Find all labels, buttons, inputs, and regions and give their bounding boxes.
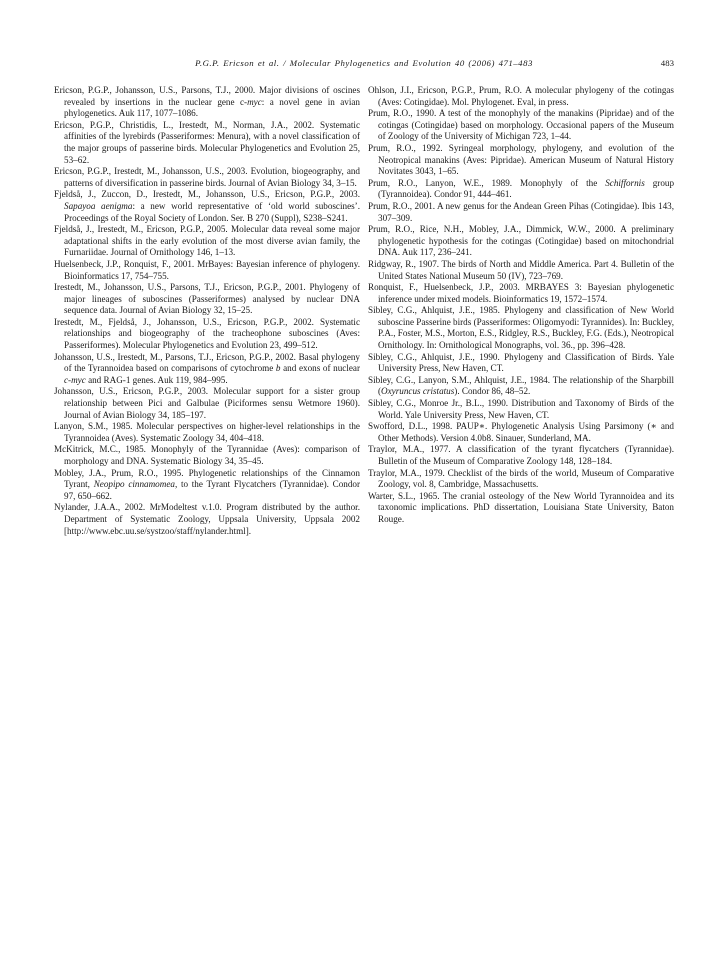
reference-text: Prum, R.O., 1990. A test of the monophyly of the manakins (Pipridae) and of the cotingas (Cotingidae) based on morphology. Occasional papers of the Museum of Zoology of the University of Michigan 723, 1–44. — [368, 108, 674, 142]
reference-entry — [54, 85, 360, 120]
references-right-column — [368, 85, 674, 526]
reference-entry — [54, 352, 360, 387]
reference-text: and exons of nuclear — [280, 363, 360, 374]
reference-entry — [368, 491, 674, 526]
reference-italic-text: b — [275, 363, 281, 374]
reference-text: Huelsenbeck, J.P., Ronquist, F., 2001. MrBayes: Bayesian inference of phylogeny. Bioinformatics 17, 754–755. — [54, 258, 360, 281]
reference-text: , to the Tyrant Flycatchers (Tyrannidae). Condor 97, 650–662. — [64, 479, 360, 501]
reference-text: Traylor, M.A., 1977. A classification of the tyrant flycatchers (Tyrannidae). Bulletin of the Museum of Comparative Zoology 148, 128–184. — [368, 444, 674, 466]
reference-text: Traylor, M.A., 1979. Checklist of the birds of the world, Museum of Comparative Zoology, vol. 8, Cambridge, Massachusetts. — [368, 467, 674, 490]
reference-text: ]. — [245, 525, 252, 536]
reference-text: Mobley, J.A., Prum, R.O., 1995. Phylogenetic relationships of the Cinnamon Tyrant, — [54, 467, 360, 490]
reference-text: Nylander, J.A.A., 2002. MrModeltest v.1.0. Program distributed by the author. Department of Systematic Zoology, Uppsala University, Uppsala 2002 [ — [54, 502, 360, 536]
reference-entry — [368, 178, 674, 201]
reference-entry — [368, 375, 674, 398]
reference-text: Prum, R.O., 1992. Syringeal morphology, phylogeny, and evolution of the Neotropical manakins (Aves: Pipridae). American Museum of Natural History Novitates 3043, 1–65. — [368, 142, 674, 177]
running-header — [54, 55, 674, 71]
reference-italic-text: myc — [247, 96, 262, 107]
reference-text: Swofford, D.L., 1998. PAUP∗. Phylogenetic Analysis Using Parsimony (∗ and Other Methods). Version 4.0b8. Sinauer, Sunderland, MA. — [368, 421, 674, 443]
reference-italic-text: c-myc — [64, 374, 86, 385]
reference-text: Ronquist, F., Huelsenbeck, J.P., 2003. MRBAYES 3: Bayesian phylogenetic inference under mixed models. Bioinformatics 19, 1572–1574. — [368, 282, 674, 304]
reference-entry — [368, 143, 674, 178]
reference-entry — [54, 224, 360, 259]
reference-entry — [368, 444, 674, 467]
reference-entry — [368, 85, 674, 108]
reference-text: Johansson, U.S., Irestedt, M., Parsons, T.J., Ericson, P.G.P., 2002. Basal phylogeny of the Tyrannoidea based on comparisons of cytochrome — [54, 351, 360, 374]
reference-text: Johansson, U.S., Ericson, P.G.P., 2003. Molecular support for a sister group relationship between Pici and Galbulae (Piciformes sensu Wetmore 1960). Journal of Avian Biology 34, 185–197. — [54, 386, 360, 420]
reference-text: Lanyon, S.M., 1985. Molecular perspectives on higher-level relationships in the Tyrannoidea (Aves). Systematic Zoology 34, 404–418. — [54, 421, 360, 443]
reference-text: Ohlson, J.I., Ericson, P.G.P., Prum, R.O. A molecular phylogeny of the cotingas (Aves: Cotingidae). Mol. Phylogenet. Eval, in press. — [368, 85, 674, 107]
reference-text: Prum, R.O., Lanyon, W.E., 1989. Monophyly of the — [368, 177, 606, 188]
reference-entry — [54, 282, 360, 317]
reference-entry — [54, 421, 360, 444]
reference-italic-text: Oxyruncus cristatus — [381, 386, 455, 397]
reference-entry — [368, 305, 674, 351]
reference-text: McKitrick, M.C., 1985. Monophyly of the Tyrannidae (Aves): comparison of morphology and DNA. Systematic Biology 34, 35–45. — [54, 444, 360, 466]
reference-entry — [54, 120, 360, 166]
reference-text: Ericson, P.G.P., Irestedt, M., Johansson, U.S., 2003. Evolution, biogeography, and patterns of diversification in passerine birds. Journal of Avian Biology 34, 3–15. — [54, 166, 360, 188]
reference-text: Irestedt, M., Johansson, U.S., Parsons, T.J., Ericson, P.G.P., 2001. Phylogeny of major lineages of suboscines (Passeriformes) analysed by nuclear DNA sequence data. Journal of Avian Biology 32, 15–25. — [54, 282, 360, 316]
reference-italic-text: Schiffornis — [605, 177, 645, 188]
reference-entry — [368, 201, 674, 224]
reference-entry — [54, 317, 360, 352]
reference-text: Sibley, C.G., Lanyon, S.M., Ahlquist, J.E., 1984. The relationship of the Sharpbill ( — [368, 374, 674, 397]
reference-entry — [54, 386, 360, 421]
reference-entry — [368, 224, 674, 259]
reference-entry — [368, 352, 674, 375]
page-number: 483 — [660, 58, 674, 68]
reference-entry — [54, 189, 360, 224]
reference-text: : a novel gene in avian phylogenetics. Auk 117, 1077–1086. — [64, 96, 360, 119]
reference-text: Sibley, C.G., Ahlquist, J.E., 1990. Phylogeny and Classification of Birds. Yale University Press, New Haven, CT. — [368, 351, 674, 374]
reference-link[interactable]: http://www.ebc.uu.se/systzoo/staff/nylander.html — [67, 525, 246, 536]
reference-text: Irestedt, M., Fjeldså, J., Johansson, U.S., Ericson, P.G.P., 2002. Systematic relationships and biogeography of the tracheophone suboscines (Aves: Passeriformes). Molecular Phylogenetics and Evolution 23, 499–512. — [54, 316, 360, 351]
reference-text: Sibley, C.G., Ahlquist, J.E., 1985. Phylogeny and classification of New World suboscine Passerine birds (Passeriformes: Oligomyodi: Tyrannides). In: Buckley, P.A., Foster, M.S., Morton, E.S., Ridgley, R.S., Buckley, F.G. (Eds.), Neotropical Ornithology. In: Ornithological Monographs, vol. 36., pp. 396–428. — [368, 305, 674, 351]
reference-entry — [54, 502, 360, 537]
reference-italic-text: Neopipo cinnamomea — [93, 479, 175, 490]
reference-entry — [54, 259, 360, 282]
reference-text: Ericson, P.G.P., Christidis, L., Irestedt, M., Norman, J.A., 2002. Systematic affinities of the lyrebirds (Passeriformes: Menura), with a novel classification of the major groups of passerine birds. Molecular Phylogenetics and Evolution 25, 53–62. — [54, 119, 360, 165]
reference-entry — [368, 259, 674, 282]
reference-text: Fjeldså, J., Irestedt, M., Ericson, P.G.P., 2005. Molecular data reveal some major adaptational shifts in the early evolution of the most diverse avian family, the Furnariidae. Journal of Ornithology 146, 1–13. — [54, 224, 360, 258]
reference-entry — [54, 166, 360, 189]
reference-text: : a new world representative of ‘old world suboscines’. Proceedings of the Royal Society of London. Ser. B 270 (Suppl), S238–S241. — [64, 200, 360, 223]
reference-text: Fjeldså, J., Zuccon, D., Irestedt, M., Johansson, U.S., Ericson, P.G.P., 2003. — [54, 189, 360, 200]
reference-text: Ridgway, R., 1907. The birds of North and Middle America. Part 4. Bulletin of the United States National Museum 50 (IV), 723–769. — [368, 258, 674, 281]
reference-text: Prum, R.O., 2001. A new genus for the Andean Green Pihas (Cotingidae). Ibis 143, 307–309. — [368, 200, 674, 223]
reference-entry — [368, 398, 674, 421]
reference-entry — [368, 421, 674, 444]
reference-italic-text: Sapayoa aenigma — [64, 200, 133, 211]
reference-text: group (Tyrannoidea). Condor 91, 444–461. — [378, 177, 675, 200]
references-left-column — [54, 85, 360, 537]
reference-text: Ericson, P.G.P., Johansson, U.S., Parsons, T.J., 2000. Major divisions of oscines revealed by insertions in the nuclear gene c- — [54, 85, 360, 107]
reference-text: Sibley, C.G., Monroe Jr., B.L., 1990. Distribution and Taxonomy of Birds of the World. Yale University Press, New Haven, CT. — [368, 398, 674, 420]
reference-text: ). Condor 86, 48–52. — [454, 386, 531, 397]
reference-entry — [54, 468, 360, 503]
reference-entry — [368, 468, 674, 491]
reference-entry — [368, 282, 674, 305]
reference-entry — [368, 108, 674, 143]
reference-entry — [54, 444, 360, 467]
reference-text: Prum, R.O., Rice, N.H., Mobley, J.A., Dimmick, W.W., 2000. A preliminary phylogenetic hypothesis for the cotingas (Cotingidae) based on mitochondrial DNA. Auk 117, 236–241. — [368, 224, 674, 258]
reference-text: Warter, S.L., 1965. The cranial osteology of the New World Tyrannoidea and its taxonomic implications. PhD dissertation, Louisiana State University, Baton Rouge. — [368, 490, 674, 524]
running-title: P.G.P. Ericson et al. / Molecular Phylogenetics and Evolution 40 (2006) 471–483 — [195, 58, 533, 68]
reference-text: and RAG-1 genes. Auk 119, 984–995. — [85, 374, 228, 385]
